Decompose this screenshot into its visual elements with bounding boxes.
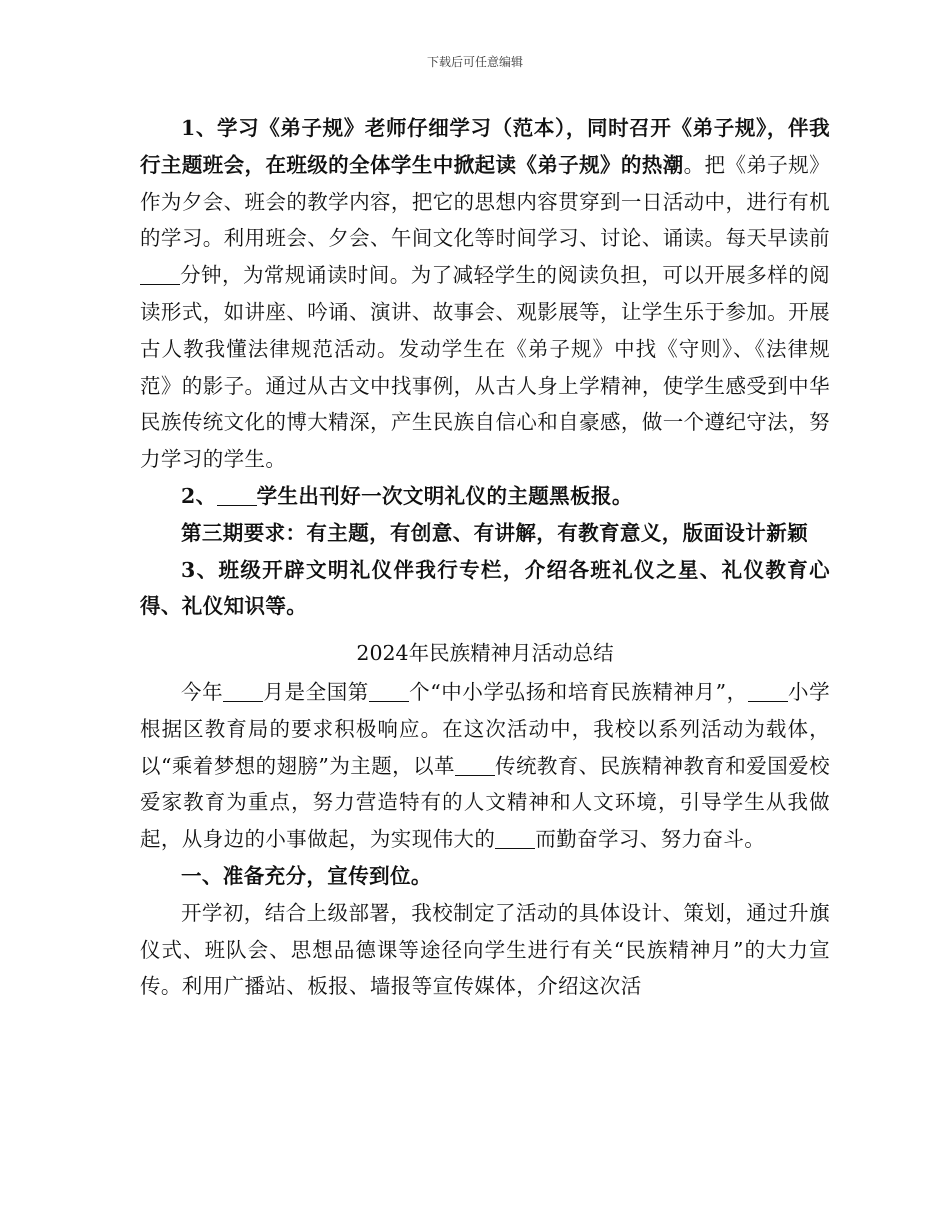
fill-blank xyxy=(140,264,180,286)
paragraph-blackboard xyxy=(140,478,830,515)
paragraph-text: 小学根据区教育局的要求积极响应。在这次活动中，我校以系列活动为载体，以“乘着梦想的翅膀”为主题，以革 xyxy=(140,679,830,778)
paragraph-text: 2、 xyxy=(181,483,217,508)
paragraph-third-issue: 第三期要求：有主题，有创意、有讲解，有教育意义，版面设计新颖 xyxy=(181,520,808,545)
page-header-note: 下载后可任意编辑 xyxy=(426,55,523,69)
fill-blank xyxy=(369,680,409,702)
paragraph-lead-bold: 1、学习《弟子规》老师仔细学习（范本），同时召开《弟子规》，伴我行主题班会，在班级的全体学生中掀起读《弟子规》的热潮 xyxy=(140,116,830,177)
section-heading: 一、准备充分，宣传到位。 xyxy=(181,863,432,888)
paragraph-text: 学生出刊好一次文明礼仪的主题黑板报。 xyxy=(256,483,633,508)
fill-blank xyxy=(217,484,257,506)
paragraph-text: 。把《弟子规》作为夕会、班会的教学内容，把它的思想内容贯穿到一日活动中，进行有机的学习。利用班会、夕会、午间文化等时间学习、讨论、诵读。每天早读前 xyxy=(140,152,830,251)
paragraph-column: 3、班级开辟文明礼仪伴我行专栏，介绍各班礼仪之星、礼仪教育心得、礼仪知识等。 xyxy=(140,557,830,619)
document-title: 2024年民族精神月活动总结 xyxy=(356,641,614,666)
paragraph-text: 今年 xyxy=(181,679,224,704)
paragraph-text: 传统教育、民族精神教育和爱国爱校爱家教育为重点，努力营造特有的人文精神和人文环境，引导学生从我做起，从身边的小事做起，为实现伟大的 xyxy=(140,753,830,852)
paragraph-text: 分钟，为常规诵读时间。为了减轻学生的阅读负担，可以开展多样的阅读形式，如讲座、吟诵、演讲、故事会、观影展等，让学生乐于参加。开展古人教我懂法律规范活动。发动学生在《弟子规》中找《守则》、《法律规范》的影子。通过从古文中找事例，从古人身上学精神，使学生感受到中华民族传统文化的博大精深，产生民族自信心和自豪感，做一个遵纪守法，努力学习的学生。 xyxy=(140,263,830,472)
paragraph-preparation: 开学初，结合上级部署，我校制定了活动的具体设计、策划，通过升旗仪式、班队会、思想品德课等途径向学生进行有关“民族精神月”的大力宣传。利用广播站、板报、墙报等宣传媒体，介绍这次活 xyxy=(140,900,830,999)
paragraph-text: 月是全国第 xyxy=(263,679,369,704)
paragraph-text: 而勤奋学习、努力奋斗。 xyxy=(535,827,766,852)
fill-blank xyxy=(455,754,495,776)
fill-blank xyxy=(223,680,263,702)
fill-blank xyxy=(748,680,788,702)
fill-blank xyxy=(495,828,535,850)
paragraph-text: 个“中小学弘扬和培育民族精神月”， xyxy=(408,679,748,704)
paragraph-dizigui-study xyxy=(140,110,830,478)
paragraph-intro xyxy=(140,674,830,858)
document-body xyxy=(140,110,830,1005)
